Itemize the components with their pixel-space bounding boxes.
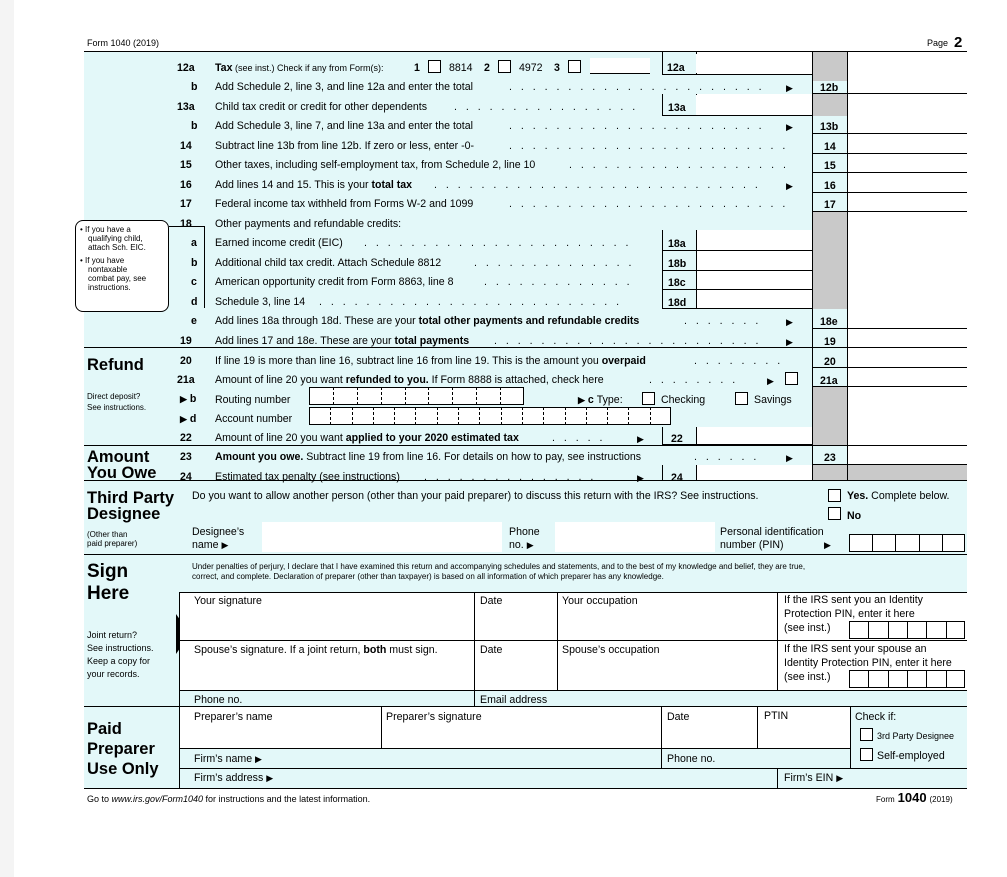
- line-18c-label: American opportunity credit from Form 8863, line 8: [215, 276, 454, 288]
- box-20: 20: [824, 356, 836, 368]
- firm-address-label: Firm’s address ▶: [194, 772, 274, 784]
- digit-divider: [501, 407, 502, 425]
- line-21a-label: Amount of line 20 you want refunded to you. If Form 8888 is attached, check here: [215, 374, 604, 386]
- checking-checkbox[interactable]: [642, 392, 655, 405]
- paid-heading-2: Preparer: [87, 740, 155, 758]
- paid-heading-3: Use Only: [87, 760, 159, 778]
- line-24-label: Estimated tax penalty (see instructions): [215, 471, 400, 483]
- footer-form-id: Form 1040 (2019): [876, 790, 953, 805]
- line-21a-input[interactable]: [848, 368, 966, 385]
- designee-phone-input[interactable]: [555, 522, 715, 552]
- digit-divider: [522, 407, 523, 425]
- line-20-label: If line 19 is more than line 16, subtract line 16 from line 19. This is the amount you overpaid: [215, 355, 646, 367]
- preparer-name-label: Preparer’s name: [194, 711, 273, 723]
- form-3-input[interactable]: [590, 58, 650, 74]
- savings-checkbox[interactable]: [735, 392, 748, 405]
- line-17-label: Federal income tax withheld from Forms W-2 and 1099: [215, 198, 474, 210]
- form-3-checkbox[interactable]: [568, 60, 581, 73]
- spouse-date-input[interactable]: [475, 658, 556, 689]
- digit-divider: [628, 407, 629, 425]
- digit-divider: [919, 534, 920, 552]
- line-14-label: Subtract line 13b from line 12b. If zero or less, enter -0-: [215, 140, 475, 152]
- designee-no-checkbox[interactable]: [828, 507, 841, 520]
- check-if-label: Check if:: [855, 711, 897, 723]
- digit-divider: [942, 534, 943, 552]
- form-8814-checkbox[interactable]: [428, 60, 441, 73]
- line-18a-input[interactable]: [697, 231, 811, 249]
- line-19-input[interactable]: [848, 329, 966, 346]
- line-16-input[interactable]: [848, 173, 966, 191]
- spouse-occupation-input[interactable]: [558, 658, 776, 689]
- amount-owe-heading-1: Amount: [87, 448, 150, 466]
- box-19: 19: [824, 336, 836, 348]
- ptin-label: PTIN: [764, 710, 789, 722]
- digit-divider: [888, 621, 889, 639]
- sign-heading-1: Sign: [87, 561, 129, 582]
- spouse-signature-label: Spouse’s signature. If a joint return, both must sign.: [194, 644, 438, 656]
- form-label: Form 1040 (2019): [87, 38, 160, 48]
- amount-owe-heading-2: You Owe: [87, 464, 157, 482]
- header-bar: [84, 34, 967, 52]
- digit-divider: [437, 407, 438, 425]
- line-12a-num: 12a: [177, 62, 195, 74]
- digit-divider: [872, 534, 873, 552]
- box-24: 24: [671, 472, 683, 484]
- digit-divider: [868, 670, 869, 688]
- account-number-input[interactable]: [309, 407, 671, 425]
- digit-divider: [352, 407, 353, 425]
- line-18d-label: Schedule 3, line 14: [215, 296, 306, 308]
- box-18c: 18c: [668, 277, 686, 289]
- line-12b-input[interactable]: [848, 75, 966, 92]
- digit-divider: [405, 387, 406, 405]
- digit-divider: [415, 407, 416, 425]
- line-13a-label: Child tax credit or credit for other dependents: [215, 101, 427, 113]
- digit-divider: [907, 670, 908, 688]
- digit-divider: [394, 407, 395, 425]
- line-18e-label: Add lines 18a through 18d. These are your total other payments and refundable credits: [215, 315, 640, 327]
- line-18c-input[interactable]: [697, 271, 811, 288]
- box-18e: 18e: [820, 316, 838, 328]
- line-18b-input[interactable]: [697, 251, 811, 269]
- digit-divider: [565, 407, 566, 425]
- box-15: 15: [824, 160, 836, 172]
- line-19-label: Add lines 17 and 18e. These are your total payments: [215, 335, 470, 347]
- form-1040-page-2: Form 1040 (2019) Page 2 12a Tax (see inst.) Check if any from Form(s): 1 8814 2 4972 3 12a b Add Schedule 2, line 3, and line 12a and enter the total . . . . . . . . . . . . . . . . . . . . . . ▶ 12b 13a Child tax credit or credit for other dependents . . . . . . . . . . . . . . . . 13a b Add Schedule 3, line 7, and line 13a and enter the total . . . . . . . . . . . . . . . . . . . . . . ▶ 13b 14 Subtract line 13b from line 12b. If zero or less, enter -0- . . . . . . . . . . . . . . . . . . . . . . . . 14 15 Other taxes, including self-employment tax, from Schedule 2, line 10 . . . . . . . . . . . . . . . . . . . 15 16 Add lines 14 and 15. This is your total tax . . . . . . . . . . . . . . . . . . . . . . . . . . . . ▶ 16 17 Federal income tax withheld from Forms W-2 and 1099 . . . . . . . . . . . . . . . . . . . . . . . . 17 • If you have a qualifying child, attach Sch. EIC. • If you have nontaxable combat pay, see instructions. 18 Other payments and refundable credits: a Earned income credit (EIC) . . . . . . . . . . . . . . . . . . . . . . . 18a b Additional child tax credit. Attach Schedule 8812 . . . . . . . . . . . . . . 18b c American opportunity credit from Form 8863, line 8 . . . . . . . . . . . . . 18c d Schedule 3, line 14 . . . . . . . . . . . . . . . . . . . . . . . . . . 18d e Add lines 18a through 18d. These are your total other payments and refundable credits . . . . . . . ▶ 18e 19 Add lines 17 and 18e. These are your total payments . . . . . . . . . . . . . . . . . . . . . . . ▶ 19 Refund Direct deposit? See instructions. 20 If line 19 is more than line 16, subtract line 16 from line 19. This is the amount you overpaid . . . . . . . . 20 21a Amount of line 20 you want refunded to you. If Form 8888 is attached, check here . . . . . . . . ▶ 21a ▶ b Routing number ▶ c Type: Checking Savings ▶ d Account number 22 Amount of line 20 you want applied to your 2020 estimated tax . . . . . ▶ 22 Amount You Owe 23 Amount you owe. Subtract line 19 from line 16. For details on how to pay, see instructions . . . . . . ▶ 23 24 Estimated tax penalty (see instructions) . . . . . . . . . . . . . . . ▶ 24 Third Party Designee (Other than paid preparer) Do you want to allow another person (other than your paid preparer) to discuss this return with the IRS? See instructions. Yes. Complete below. No Designee’s name ▶ Phone no. ▶ Personal identification number (PIN) ▶ Sign Here Joint return? See instructions. Keep a copy for your records. Under penalties of perjury, I declare that I have examined this return and accompanying schedules and statements, and to the best of my knowledge and belief, they are true, correct, and complete. Declaration of preparer (other than taxpayer) is based on all information of which preparer has any knowledge. Your signature Date Your occupation If the IRS sent you an Identity Protection PIN, enter it here (see inst.) Spouse’s signature. If a joint return, both must sign. Date Spouse’s occupation If the IRS sent your spouse an Identity Protection PIN, enter it here (see inst.) Phone no. Email address Paid Preparer Use Only Preparer’s name Preparer’s signature Date PTIN Check if: 3rd Party Designee Self-employed Firm’s name ▶ Phone no. Firm’s address ▶ Firm’s EIN ▶ Go to www.irs.gov/Form1040 for instructions and the latest information. Form 1040 (2019): [84, 34, 967, 811]
- box-12a: 12a: [667, 62, 685, 74]
- paid-heading-1: Paid: [87, 720, 122, 738]
- firm-name-label: Firm’s name ▶: [194, 753, 262, 765]
- digit-divider: [476, 387, 477, 405]
- box-12b: 12b: [820, 82, 839, 94]
- box-14: 14: [824, 141, 836, 153]
- preparer-area: [179, 707, 850, 748]
- digit-divider: [868, 621, 869, 639]
- form-4972-checkbox[interactable]: [498, 60, 511, 73]
- routing-number-input[interactable]: [309, 387, 524, 405]
- line-12a-label-bold: Tax: [215, 62, 233, 74]
- box-22: 22: [671, 433, 683, 445]
- line-20-input[interactable]: [848, 349, 966, 366]
- box-18d: 18d: [668, 297, 687, 309]
- line-12a-input[interactable]: [696, 54, 812, 73]
- box-18b: 18b: [668, 258, 687, 270]
- third-party-heading-1: Third Party: [87, 489, 175, 507]
- box-16: 16: [824, 180, 836, 192]
- line-15-label: Other taxes, including self-employment tax, from Schedule 2, line 10: [215, 159, 536, 171]
- your-signature-label: Your signature: [194, 595, 262, 607]
- digit-divider: [586, 407, 587, 425]
- third-party-designee-checkbox[interactable]: [860, 728, 873, 741]
- digit-divider: [333, 387, 334, 405]
- line-13b-input[interactable]: [848, 116, 966, 132]
- digit-divider: [479, 407, 480, 425]
- line-12b-label: Add Schedule 2, line 3, and line 12a and enter the total: [215, 81, 473, 93]
- preparer-signature-label: Preparer’s signature: [386, 711, 482, 723]
- digit-divider: [946, 621, 947, 639]
- digit-divider: [543, 407, 544, 425]
- box-21a: 21a: [820, 375, 838, 387]
- self-employed-checkbox[interactable]: [860, 748, 873, 761]
- eic-note: • If you have a qualifying child, attach Sch. EIC. • If you have nontaxable combat pay, see instructions.: [75, 220, 169, 312]
- form-8888-checkbox[interactable]: [785, 372, 798, 385]
- spouse-signature-input[interactable]: [180, 658, 473, 689]
- digit-divider: [452, 387, 453, 405]
- firm-ein-label: Firm’s EIN ▶: [784, 772, 844, 784]
- line-22-input[interactable]: [697, 428, 811, 444]
- digit-divider: [428, 387, 429, 405]
- line-17-input[interactable]: [848, 193, 966, 210]
- page-word: Page: [927, 38, 949, 48]
- page: [14, 0, 1007, 877]
- line-24-input[interactable]: [697, 466, 811, 479]
- designee-question: Do you want to allow another person (other than your paid preparer) to discuss this return with the IRS? See instructions.: [192, 490, 759, 502]
- digit-divider: [888, 670, 889, 688]
- line-18a-label: Earned income credit (EIC): [215, 237, 343, 249]
- line-15-input[interactable]: [848, 154, 966, 171]
- footer-instructions: Go to www.irs.gov/Form1040 for instructions and the latest information.: [87, 794, 371, 804]
- digit-divider: [330, 407, 331, 425]
- digit-divider: [895, 534, 896, 552]
- page-number: 2: [954, 34, 963, 51]
- line-22-label: Amount of line 20 you want applied to your 2020 estimated tax: [215, 432, 519, 444]
- your-occupation-input[interactable]: [558, 608, 776, 639]
- designee-name-input[interactable]: [262, 522, 502, 552]
- box-18a: 18a: [668, 238, 686, 250]
- account-number-label: Account number: [215, 413, 293, 425]
- box-23: 23: [824, 452, 836, 464]
- digit-divider: [500, 387, 501, 405]
- your-signature-input[interactable]: [180, 608, 473, 639]
- digit-divider: [926, 621, 927, 639]
- your-date-input[interactable]: [475, 608, 556, 639]
- line-16-label: Add lines 14 and 15. This is your total tax: [215, 179, 413, 191]
- designee-yes-checkbox[interactable]: [828, 489, 841, 502]
- line-18e-input[interactable]: [848, 310, 966, 327]
- line-12a-label: (see inst.) Check if any from Form(s):: [235, 63, 384, 73]
- digit-divider: [926, 670, 927, 688]
- routing-number-label: Routing number: [215, 394, 291, 406]
- preparer-date-label: Date: [667, 711, 690, 723]
- line-13b-label: Add Schedule 3, line 7, and line 13a and enter the total: [215, 120, 473, 132]
- digit-divider: [650, 407, 651, 425]
- digit-divider: [381, 387, 382, 405]
- digit-divider: [607, 407, 608, 425]
- line-14-input[interactable]: [848, 134, 966, 152]
- line-13a-input[interactable]: [696, 95, 812, 115]
- line-18-label: Other payments and refundable credits:: [215, 218, 402, 230]
- sign-heading-2: Here: [87, 583, 130, 604]
- line-23-label: Amount you owe. Subtract line 19 from line 16. For details on how to pay, see instructions: [215, 451, 642, 463]
- third-party-heading-2: Designee: [87, 505, 161, 523]
- refund-heading: Refund: [87, 356, 144, 374]
- line-18d-input[interactable]: [697, 290, 811, 308]
- digit-divider: [357, 387, 358, 405]
- box-13b: 13b: [820, 121, 839, 133]
- box-13a: 13a: [668, 102, 686, 114]
- designee-pin-input[interactable]: [849, 534, 965, 552]
- digit-divider: [946, 670, 947, 688]
- firm-phone-label: Phone no.: [667, 753, 716, 765]
- line-18b-label: Additional child tax credit. Attach Schedule 8812: [215, 257, 442, 269]
- digit-divider: [907, 621, 908, 639]
- phone-label: Phone no.: [194, 694, 243, 706]
- email-label: Email address: [480, 694, 548, 706]
- digit-divider: [373, 407, 374, 425]
- box-17: 17: [824, 199, 836, 211]
- line-23-input[interactable]: [848, 446, 966, 464]
- digit-divider: [458, 407, 459, 425]
